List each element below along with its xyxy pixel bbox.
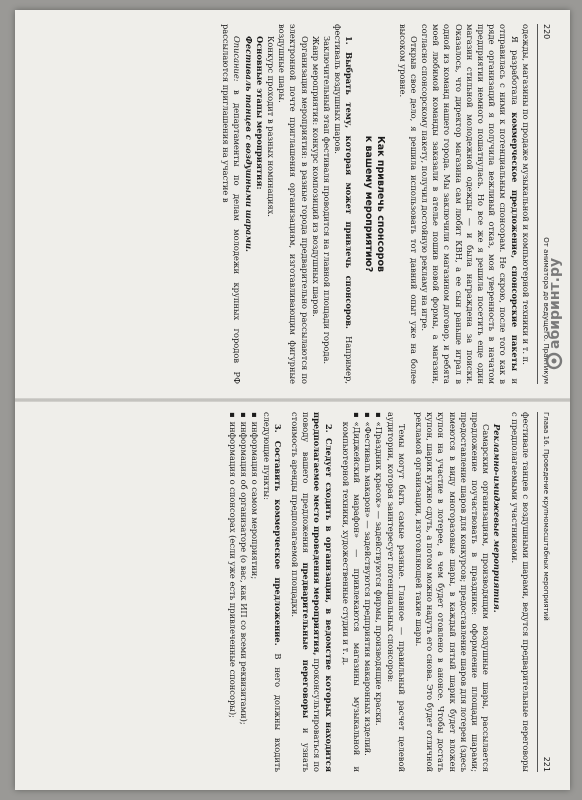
step-title: 3. Составить коммерческое предложение. xyxy=(272,424,283,646)
paragraph: Жанр мероприятия: конкурс композиций из воздушных шаров. xyxy=(310,36,321,317)
right-page xyxy=(32,412,552,772)
text-run: в департаменты по делам молодежи крупных городов РФ рассылаются приглашения на участие в xyxy=(221,24,243,384)
bullet-icon: ▪ xyxy=(250,412,261,418)
bold-text: коммерческое предложение, спонсорские пакеты xyxy=(509,112,520,372)
list-item-text: информация о спонсорах (если уже есть привлеченные спонсоры); xyxy=(227,421,238,718)
text-run: Я разработала xyxy=(509,36,520,113)
list-item xyxy=(227,412,238,772)
list-item xyxy=(238,412,249,772)
labirint-logo-dot-icon xyxy=(552,359,557,364)
italic-label: Описание: xyxy=(232,36,243,82)
list-item xyxy=(340,412,362,772)
sub-bullet-list xyxy=(227,412,261,772)
paragraph: Самарским организациям, производящим воздушные шары, рассылается предложение поучаствовать в празднике: оформление площади шарами; предоставление шаров для конкурсов; предоставление шаров для лотереи (здесь имеются в виду многоразовые шары, в каждый пятый шарик будет вложен купон на участие в лотерее, а чем будет отовлено в анонсе. Чтобы достать купон, шарик нужно сдуть, а потом можно надуть его снова. Это будет отличной рекламой организации, изготовляющей такие шары. xyxy=(413,412,492,772)
list-item-text: информация об организаторе (о вас, как ИП со всеми реквизитами); xyxy=(239,421,250,725)
running-head-title-left: От аниматора до ведущего. Практикум xyxy=(542,237,550,384)
heading-line: к вашему мероприятию? xyxy=(363,135,375,273)
step-title: 1. Выбрать тему, которая может привлечь спонсоров. xyxy=(344,36,355,329)
bullet-icon: ▪ xyxy=(227,412,238,418)
bullet-icon: ▪ xyxy=(363,412,374,418)
running-head-title-right: Глава 16. Проведение крупномасштабных мероприятий xyxy=(542,412,550,621)
watermark-logo xyxy=(524,228,578,378)
list-item-text: «Праздник красок» — задействуются фирмы, производящие краски. xyxy=(374,421,385,726)
page-number-left: 220 xyxy=(542,24,551,40)
heading-line: Как привлечь спонсоров xyxy=(375,136,387,272)
text-run: и узнать стоимость аренды предполагаемой площадки. xyxy=(289,412,312,772)
paragraph: Темы могут быть самые разные. Главное — правильный расчет целевой аудитории, которая заинтересует потенциальных спонсоров: xyxy=(385,412,407,772)
list-item xyxy=(373,412,384,772)
paragraph: Основные этапы мероприятия: xyxy=(254,36,265,190)
step-paragraph xyxy=(289,412,334,772)
paragraph: Заключительный этап фестиваля проводится на главной площади города. xyxy=(321,36,332,365)
paragraph xyxy=(419,24,520,384)
bullet-icon: ▪ xyxy=(239,412,250,418)
running-head-right xyxy=(537,412,552,772)
text-run: В него должны входить следующие пункты: xyxy=(261,412,283,772)
paragraph: Организация мероприятия: в разные города предварительно рассылаются по электронной почте приглашения организациям, изготавливающим фигурные воздушные шары. xyxy=(277,24,310,384)
paragraph: фестивале танцев с воздушными шарами, ведутся предварительные переговоры с предполагаемыми участниками. xyxy=(509,412,531,772)
bullet-icon: ▪ xyxy=(374,412,385,418)
list-item-text: информация о самом мероприятии; xyxy=(250,421,261,580)
list-item-text: «Диджейский марафон» — привлекаются магазины музыкальной и компьютерной техники, художественные студии и т. д. xyxy=(340,421,362,772)
page-number-right: 221 xyxy=(542,756,551,772)
bold-text: предварительные переговоры xyxy=(301,562,312,719)
list-item xyxy=(249,412,260,772)
list-item-text: «Фестиваль макарон» — задействуются предприятия макаронных изделий. xyxy=(363,421,374,756)
left-page xyxy=(32,24,552,384)
watermark-svg xyxy=(524,228,578,378)
text-run: и отправилась с ними к потенциальным спонсорам. Не скрою, после того как в ряде организаций я получила вежливый отказ, моя уверенность в начатом предприятии немного пошатнулась. Но все же я решила посетить еще один магазин стильной молодежной одежды — и была награждена за поиски. Оказалось, что директор магазина сам любит КВН, а ее сын раньше играл в одной из команд нашего города. Мы заключили с магазином договор, и ребята моей любимой команды заказали в ателье пошив новой формы, а магазин, согласно спонсорскому пакету, получил достойную рекламу на игре. xyxy=(419,24,520,384)
watermark-text: абиринт.ру xyxy=(547,257,563,349)
paragraph: Фестиваль танцев с воздушными шарами. xyxy=(243,36,254,252)
bullet-icon: ▪ xyxy=(351,412,362,418)
text-run: Например, фестиваль воздушных шаров. xyxy=(333,24,355,384)
bullet-list xyxy=(340,412,385,772)
step-paragraph xyxy=(332,24,354,384)
paragraph xyxy=(220,24,242,384)
list-item xyxy=(362,412,373,772)
book-gutter xyxy=(15,398,570,402)
paragraph: Конкурс проходит в разных номинациях. xyxy=(265,36,276,217)
paragraph: Рекламно-имиджевые мероприятия. xyxy=(492,424,503,613)
step-title: 2. Следует сходить в организации, в ведомстве которых находится предполагаемое место проведения мероприятия, xyxy=(312,412,334,772)
step-paragraph xyxy=(260,412,282,772)
scanned-paper xyxy=(15,10,570,790)
section-heading xyxy=(362,24,386,384)
paragraph: Открыв свое дело, я решила использовать тот давний опыт уже на более высоком уровне. xyxy=(397,24,419,384)
text-run: проконсультироваться по поводу вашего предложения xyxy=(301,412,323,772)
paragraph: одежды, магазины по продаже музыкальной и компьютерной техники и т. п. xyxy=(520,24,531,365)
